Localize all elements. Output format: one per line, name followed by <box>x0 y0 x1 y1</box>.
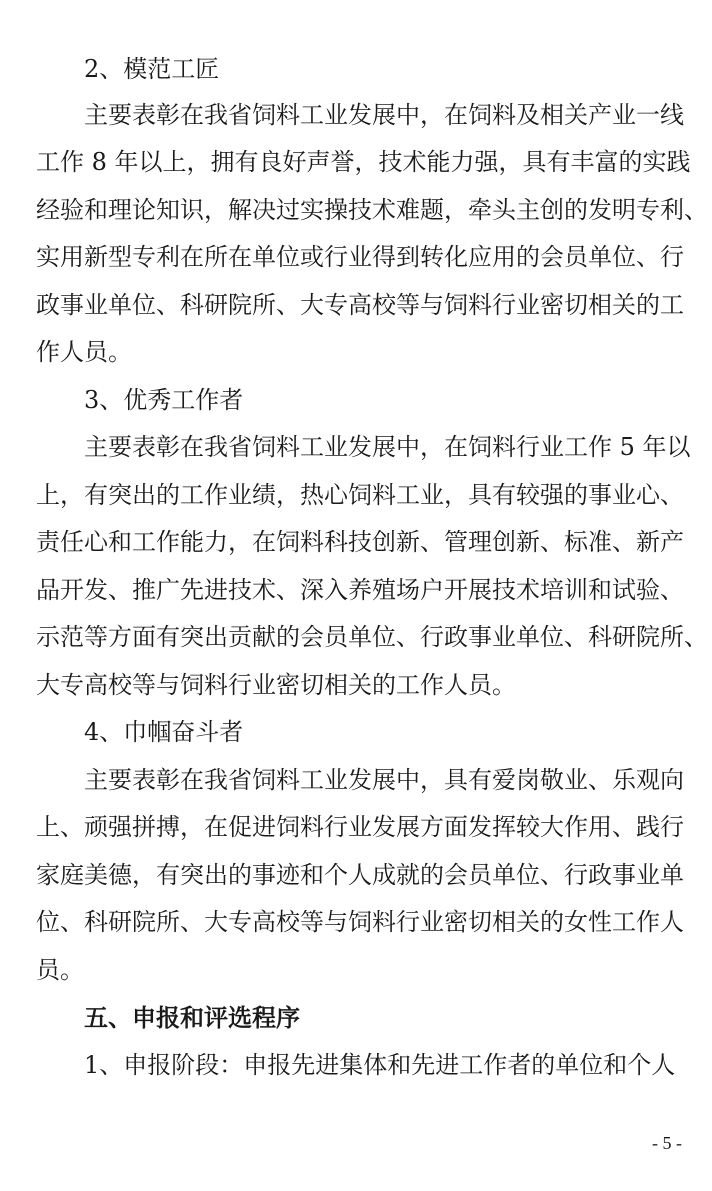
subheading-women-striver: 4、巾帼奋斗者 <box>84 718 244 746</box>
paragraph-line: 实用新型专利在所在单位或行业得到转化应用的会员单位、行 <box>36 243 684 271</box>
paragraph-line: 示范等方面有突出贡献的会员单位、行政事业单位、科研院所、 <box>36 623 708 651</box>
paragraph-line: 经验和理论知识，解决过实操技术难题，牵头主创的发明专利、 <box>36 196 708 224</box>
subheading-model-craftsman: 2、模范工匠 <box>84 55 220 83</box>
paragraph-line: 上、顽强拼搏，在促进饲料行业发展方面发挥较大作用、践行 <box>36 813 684 841</box>
paragraph-line: 位、科研院所、大专高校等与饲料行业密切相关的女性工作人 <box>36 908 684 936</box>
paragraph-line: 家庭美德，有突出的事迹和个人成就的会员单位、行政事业单 <box>36 861 684 889</box>
paragraph-line: 上，有突出的工作业绩，热心饲料工业，具有较强的事业心、 <box>36 481 684 509</box>
paragraph-line: 员。 <box>36 956 84 984</box>
paragraph-line: 1、申报阶段：申报先进集体和先进工作者的单位和个人 <box>84 1051 676 1079</box>
paragraph-line: 作人员。 <box>36 338 132 366</box>
section-heading-application-procedure: 五、申报和评选程序 <box>84 1004 300 1032</box>
subheading-outstanding-worker: 3、优秀工作者 <box>84 386 244 414</box>
page-number: - 5 - <box>652 1133 682 1153</box>
paragraph-line: 主要表彰在我省饲料工业发展中，在饲料行业工作 5 年以 <box>84 433 691 461</box>
paragraph-line: 责任心和工作能力，在饲料科技创新、管理创新、标准、新产 <box>36 528 684 556</box>
paragraph-line: 工作 8 年以上，拥有良好声誉，技术能力强，具有丰富的实践 <box>36 148 691 176</box>
paragraph-line: 大专高校等与饲料行业密切相关的工作人员。 <box>36 671 516 699</box>
paragraph-line: 政事业单位、科研院所、大专高校等与饲料行业密切相关的工 <box>36 291 684 319</box>
paragraph-line: 品开发、推广先进技术、深入养殖场户开展技术培训和试验、 <box>36 576 684 604</box>
paragraph-line: 主要表彰在我省饲料工业发展中，在饲料及相关产业一线 <box>84 101 684 129</box>
paragraph-line: 主要表彰在我省饲料工业发展中，具有爱岗敬业、乐观向 <box>84 766 684 794</box>
